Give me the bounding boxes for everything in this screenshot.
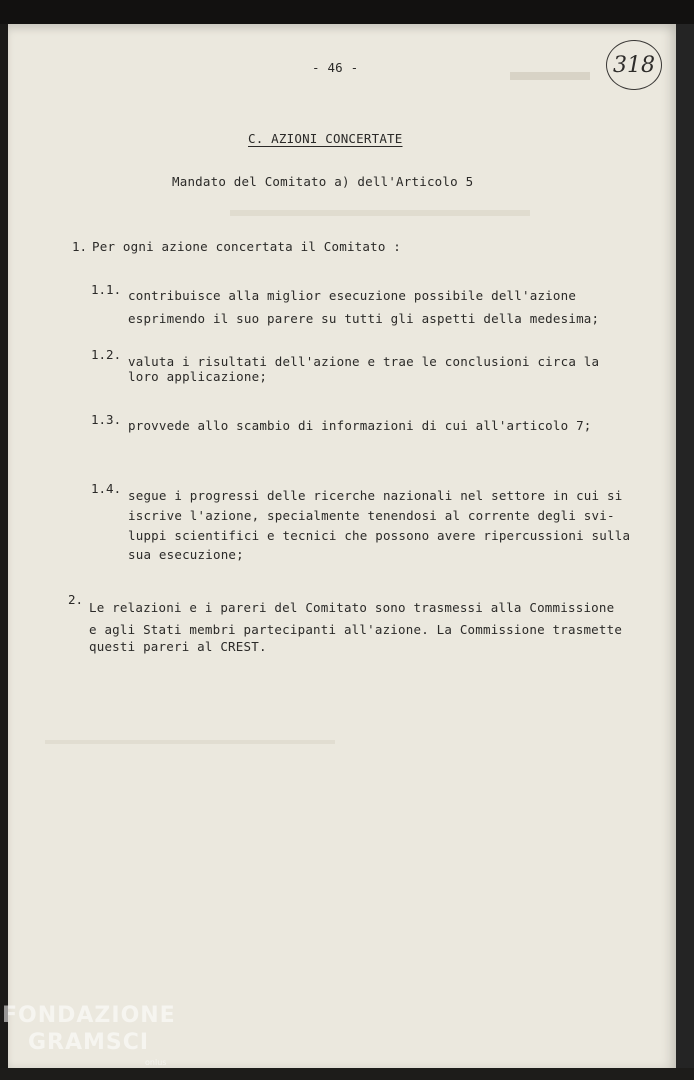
item-2-number: 2. (68, 592, 84, 607)
scanner-top-border (0, 0, 694, 24)
subtitle: Mandato del Comitato a) dell'Articolo 5 (172, 174, 474, 189)
item-2-line: Le relazioni e i pareri del Comitato sono trasmessi alla Commissione (89, 600, 615, 615)
subitem-number: 1.3. (91, 412, 122, 427)
watermark-line-1: FONDAZIONE (2, 1003, 176, 1028)
item-1-text: Per ogni azione concertata il Comitato : (92, 239, 402, 254)
bleed-through-mark (510, 72, 590, 80)
subitem-line: contribuisce alla miglior esecuzione possibile dell'azione (128, 288, 577, 303)
page-number: - 46 - (312, 60, 359, 75)
subitem-line: iscrive l'azione, specialmente tenendosi al corrente degli svi- (128, 508, 615, 523)
subitem-line: esprimendo il suo parere su tutti gli aspetti della medesima; (128, 311, 600, 326)
subitem-number: 1.2. (91, 347, 122, 362)
watermark-line-2: GRAMSCI (28, 1030, 150, 1055)
scanner-bottom-border (0, 1068, 694, 1080)
subitem-number: 1.1. (91, 282, 122, 297)
watermark-line-3: onlus (145, 1058, 167, 1067)
subitem-line: valuta i risultati dell'azione e trae le conclusioni circa la (128, 354, 600, 369)
subitem-line: sua esecuzione; (128, 547, 244, 562)
subitem-line: provvede allo scambio di informazioni di cui all'articolo 7; (128, 418, 592, 433)
scanner-right-border (676, 24, 694, 1080)
archive-stamp: 318 (606, 40, 662, 90)
section-title: C. AZIONI CONCERTATE (248, 131, 403, 146)
bleed-through-mark (45, 740, 335, 744)
item-2-line: questi pareri al CREST. (89, 639, 267, 654)
item-1-number: 1. (72, 239, 88, 254)
subitem-line: loro applicazione; (128, 369, 268, 384)
subitem-line: segue i progressi delle ricerche nazionali nel settore in cui si (128, 488, 623, 503)
item-2-line: e agli Stati membri partecipanti all'azione. La Commissione trasmette (89, 622, 623, 637)
subitem-line: luppi scientifici e tecnici che possono avere ripercussioni sulla (128, 528, 631, 543)
bleed-through-mark (230, 210, 530, 216)
subitem-number: 1.4. (91, 481, 122, 496)
